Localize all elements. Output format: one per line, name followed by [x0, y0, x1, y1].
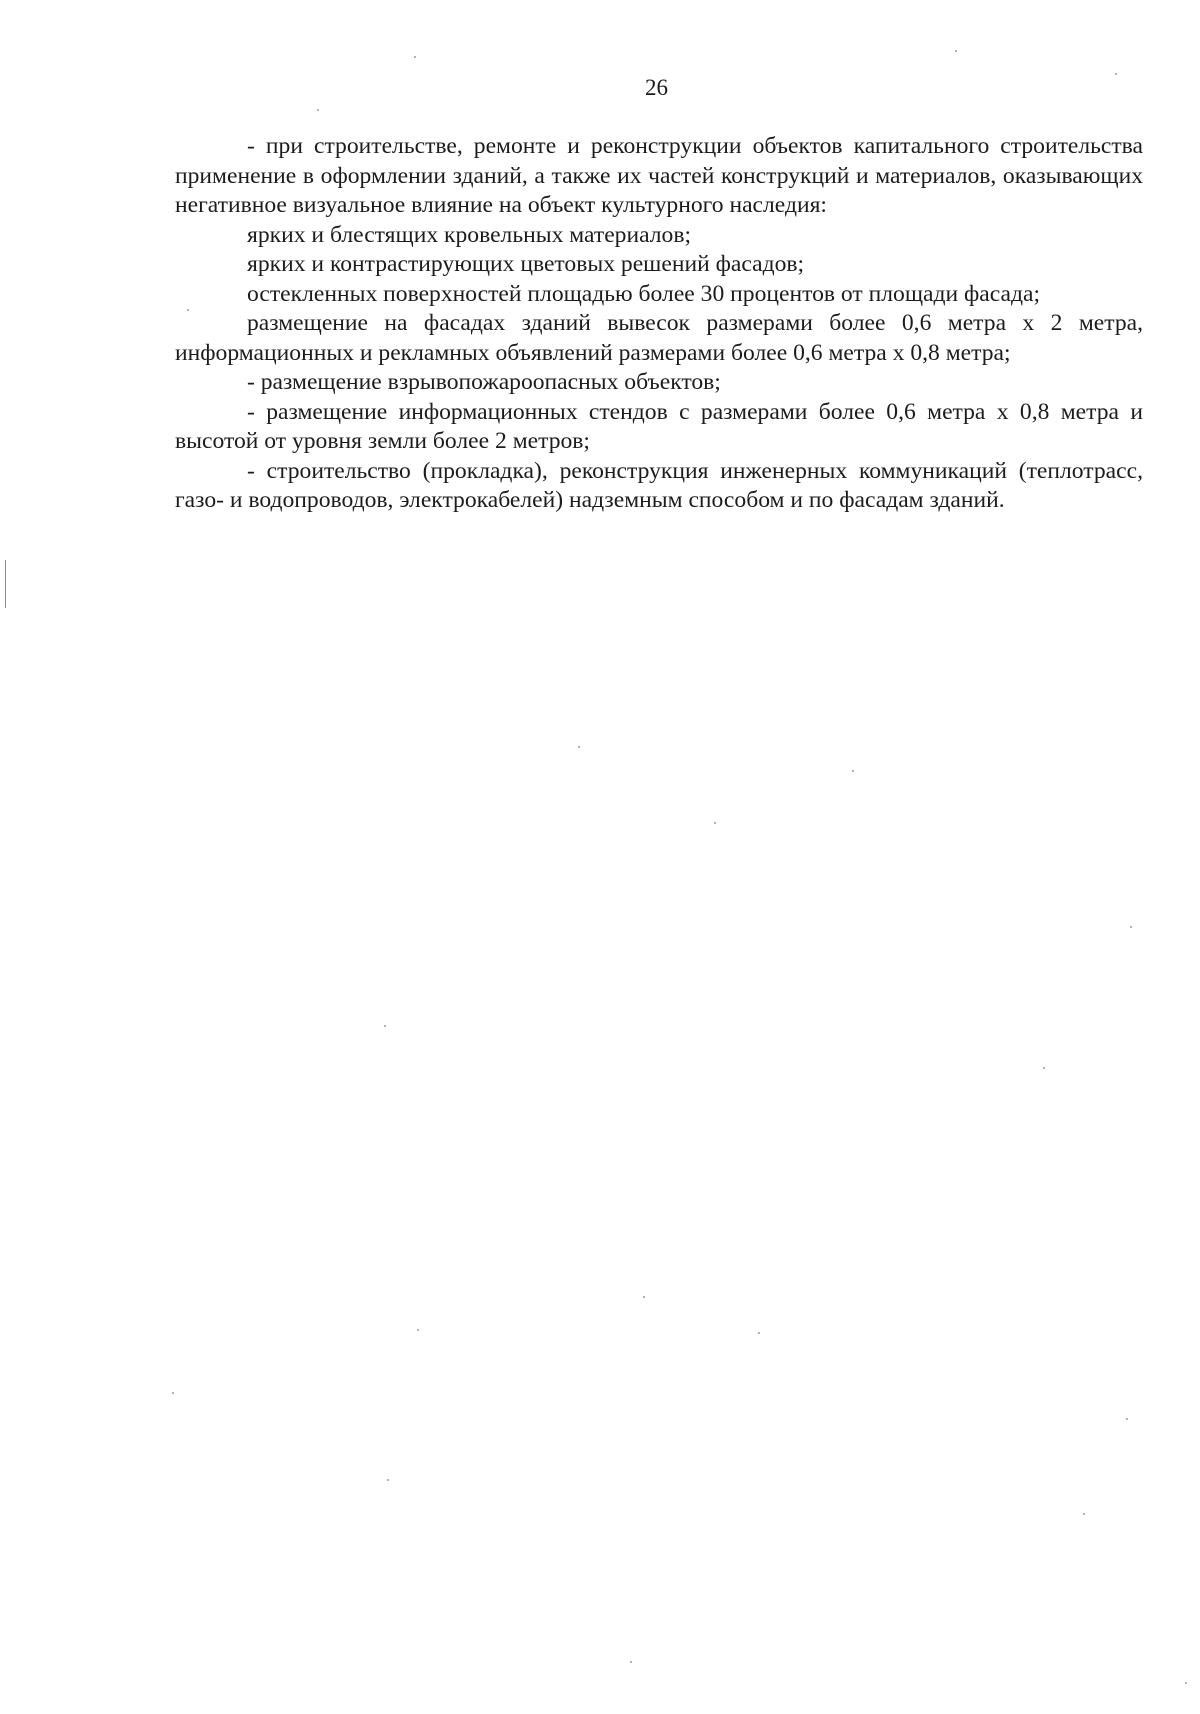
scan-speck	[187, 309, 189, 311]
paragraph-signage: размещение на фасадах зданий вывесок размерами более 0,6 метра х 2 метра, информационных и рекламных объявлений размерами более 0,6 метра х 0,8 метра;	[175, 310, 1143, 366]
scan-speck	[1115, 73, 1117, 75]
scan-speck	[1043, 1067, 1045, 1069]
scan-speck	[630, 1661, 632, 1663]
paragraph-utilities: - строительство (прокладка), реконструкция инженерных коммуникаций (теплотрасс, газо- и водопроводов, электрокабелей) надземным способом и по фасадам зданий.	[175, 457, 1143, 513]
scan-speck	[1083, 1513, 1085, 1515]
page-number: 26	[645, 75, 668, 100]
scan-speck	[317, 109, 319, 111]
scan-edge-mark	[5, 560, 6, 608]
paragraph-explosive-objects: - размещение взрывопожароопасных объектов;	[247, 369, 721, 395]
scan-speck	[384, 1025, 386, 1027]
scan-speck	[1185, 1682, 1187, 1684]
scan-speck	[643, 1296, 645, 1298]
scan-speck	[852, 770, 854, 772]
scan-speck	[578, 746, 580, 748]
paragraph-info-stands: - размещение информационных стендов с размерами более 0,6 метра х 0,8 метра и высотой от уровня земли более 2 метров;	[175, 398, 1143, 454]
scan-speck	[1130, 926, 1132, 928]
scan-speck	[1126, 1418, 1128, 1420]
scan-speck	[414, 56, 416, 58]
document-body	[175, 132, 1143, 516]
paragraph-facade-colors: ярких и контрастирующих цветовых решений фасадов;	[247, 251, 805, 277]
scan-speck	[758, 1332, 760, 1334]
paragraph-glazed-surfaces: остекленных поверхностей площадью более 30 процентов от площади фасада;	[247, 280, 1041, 307]
scan-speck	[172, 1392, 174, 1394]
scan-speck	[387, 1479, 389, 1481]
paragraph-restrictions-intro: - при строительстве, ремонте и реконструкции объектов капитального строительства применение в оформлении зданий, а также их частей конструкций и материалов, оказывающих негативное визуальное влияние на объект культурного наследия:	[175, 133, 1143, 218]
scan-speck	[417, 1329, 419, 1331]
scan-speck	[955, 50, 957, 52]
paragraph-roofing-materials: ярких и блестящих кровельных материалов;	[247, 221, 692, 248]
scan-speck	[714, 822, 716, 824]
